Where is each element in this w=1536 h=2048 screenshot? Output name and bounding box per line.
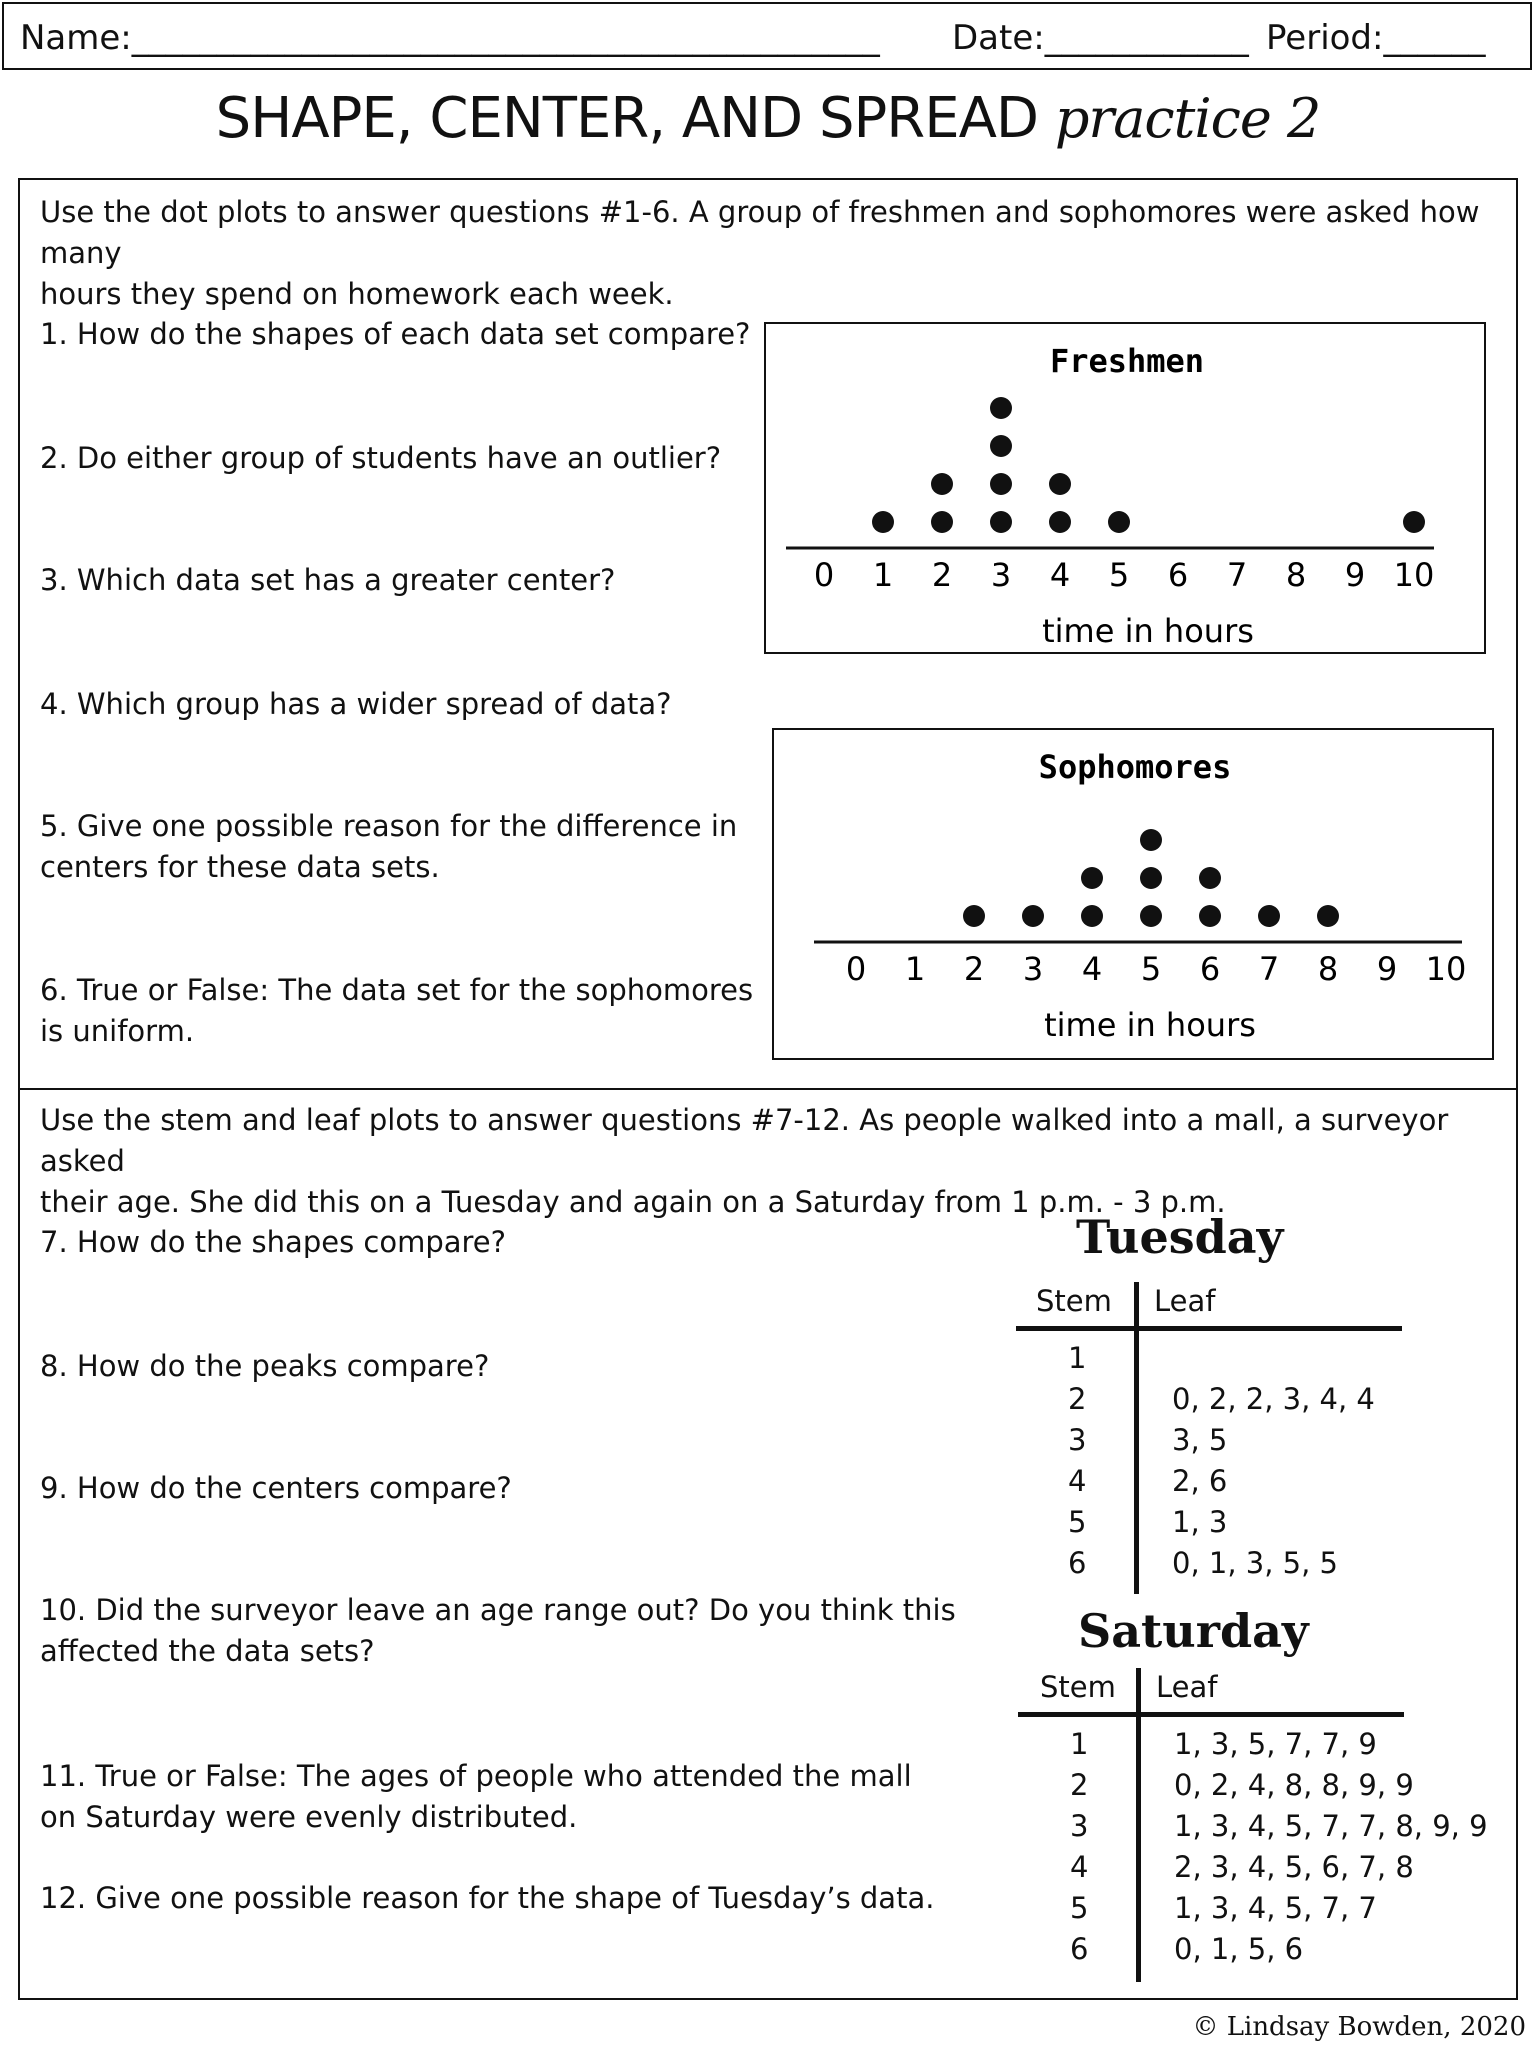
- sophomores-tick-label: 9: [1376, 950, 1398, 988]
- sophomores-xlabel: time in hours: [1044, 1006, 1256, 1044]
- question-10-line1: 10. Did the surveyor leave an age range out? Do you think this: [40, 1593, 956, 1627]
- sophomores-tick-label: 7: [1258, 950, 1280, 988]
- sophomores-tick-label: 2: [963, 950, 985, 988]
- question-5: [40, 806, 737, 888]
- question-8: 8. How do the peaks compare?: [40, 1349, 490, 1383]
- sophomores-dot-plot: [772, 728, 1494, 1060]
- sophomores-dot: [1140, 905, 1162, 927]
- question-6-line1: 6. True or False: The data set for the sophomores: [40, 973, 754, 1007]
- question-7: 7. How do the shapes compare?: [40, 1225, 507, 1259]
- freshmen-tick-label: 2: [931, 556, 953, 594]
- sophomores-dot: [1140, 867, 1162, 889]
- sophomores-dot: [963, 905, 985, 927]
- tuesday-leaves: 0, 1, 3, 5, 5: [1172, 1546, 1338, 1580]
- saturday-leaves: 1, 3, 4, 5, 7, 7: [1174, 1891, 1377, 1925]
- freshmen-plot-svg: [766, 324, 1488, 656]
- tuesday-stem-header: Stem: [1036, 1284, 1112, 1318]
- question-1: 1. How do the shapes of each data set compare?: [40, 317, 751, 351]
- freshmen-tick-label: 8: [1285, 556, 1307, 594]
- sophomores-tick-label: 0: [845, 950, 867, 988]
- saturday-stem: 5: [1070, 1891, 1089, 1925]
- freshmen-tick-label: 0: [813, 556, 835, 594]
- question-11: [40, 1756, 912, 1838]
- date-field[interactable]: Date:____________: [952, 18, 1249, 58]
- saturday-stem: 2: [1070, 1768, 1089, 1802]
- freshmen-tick-label: 9: [1344, 556, 1366, 594]
- sophomores-dot: [1258, 905, 1280, 927]
- sophomores-tick-label: 1: [904, 950, 926, 988]
- freshmen-tick-label: 3: [990, 556, 1012, 594]
- tuesday-leaves: 2, 6: [1172, 1464, 1228, 1498]
- section2-intro-line2: their age. She did this on a Tuesday and again on a Saturday from 1 p.m. - 3 p.m.: [40, 1185, 1226, 1219]
- tuesday-stem: 1: [1068, 1341, 1087, 1375]
- question-3: 3. Which data set has a greater center?: [40, 563, 616, 597]
- saturday-leaves: 1, 3, 5, 7, 7, 9: [1174, 1727, 1377, 1761]
- saturday-leaves: 0, 1, 5, 6: [1174, 1932, 1304, 1966]
- header-bar: [2, 2, 1532, 70]
- tuesday-divider: [1134, 1282, 1139, 1594]
- period-field[interactable]: Period:______: [1266, 18, 1486, 58]
- sophomores-tick-label: 10: [1425, 950, 1467, 988]
- section2-intro-line1: Use the stem and leaf plots to answer questions #7-12. As people walked into a mall, a surveyor asked: [40, 1103, 1449, 1178]
- freshmen-dot: [990, 511, 1012, 533]
- tuesday-stem: 2: [1068, 1382, 1087, 1416]
- saturday-title: Saturday: [1078, 1604, 1309, 1658]
- freshmen-tick-label: 1: [872, 556, 894, 594]
- saturday-stem: 6: [1070, 1932, 1089, 1966]
- freshmen-dot: [990, 397, 1012, 419]
- question-6: [40, 970, 753, 1052]
- tuesday-leaves: 0, 2, 2, 3, 4, 4: [1172, 1382, 1375, 1416]
- question-2: 2. Do either group of students have an outlier?: [40, 441, 722, 475]
- question-6-line2: is uniform.: [40, 1014, 195, 1048]
- freshmen-dot-plot: [764, 322, 1486, 654]
- tuesday-title: Tuesday: [1076, 1210, 1284, 1264]
- question-10-line2: affected the data sets?: [40, 1634, 375, 1668]
- freshmen-dot: [931, 511, 953, 533]
- question-5-line2: centers for these data sets.: [40, 850, 440, 884]
- sophomores-tick-label: 8: [1317, 950, 1339, 988]
- page-title: [0, 86, 1536, 151]
- question-4: 4. Which group has a wider spread of data?: [40, 687, 672, 721]
- freshmen-dot: [1049, 511, 1071, 533]
- sophomores-tick-label: 4: [1081, 950, 1103, 988]
- freshmen-dot: [1108, 511, 1130, 533]
- saturday-leaf-header: Leaf: [1156, 1670, 1218, 1704]
- saturday-stem-header: Stem: [1040, 1670, 1116, 1704]
- tuesday-leaves: 3, 5: [1172, 1423, 1228, 1457]
- section1-intro: [40, 192, 1536, 315]
- freshmen-tick-label: 7: [1226, 556, 1248, 594]
- title-main: SHAPE, CENTER, AND SPREAD: [215, 86, 1039, 151]
- section1-intro-line2: hours they spend on homework each week.: [40, 277, 674, 311]
- sophomores-dot: [1199, 905, 1221, 927]
- saturday-divider: [1136, 1668, 1141, 1982]
- sophomores-dot: [1140, 829, 1162, 851]
- freshmen-dot: [872, 511, 894, 533]
- saturday-leaves: 2, 3, 4, 5, 6, 7, 8: [1174, 1850, 1414, 1884]
- tuesday-leaves: 1, 3: [1172, 1505, 1228, 1539]
- question-5-line1: 5. Give one possible reason for the difference in: [40, 809, 738, 843]
- question-9: 9. How do the centers compare?: [40, 1471, 512, 1505]
- saturday-leaves: 1, 3, 4, 5, 7, 7, 8, 9, 9: [1174, 1809, 1488, 1843]
- name-field[interactable]: Name:____________________________________________: [20, 18, 880, 58]
- sophomores-dot: [1199, 867, 1221, 889]
- saturday-header-rule: [1018, 1712, 1404, 1717]
- freshmen-tick-label: 6: [1167, 556, 1189, 594]
- sophomores-title: Sophomores: [1038, 748, 1232, 786]
- question-10: [40, 1590, 956, 1672]
- freshmen-dot: [990, 473, 1012, 495]
- sophomores-tick-label: 5: [1140, 950, 1162, 988]
- title-script: practice 2: [1054, 87, 1321, 150]
- question-11-line1: 11. True or False: The ages of people who attended the mall: [40, 1759, 912, 1793]
- tuesday-stem: 3: [1068, 1423, 1087, 1457]
- tuesday-leaf-header: Leaf: [1154, 1284, 1216, 1318]
- saturday-stem: 3: [1070, 1809, 1089, 1843]
- sophomores-dot: [1022, 905, 1044, 927]
- freshmen-dot: [1049, 473, 1071, 495]
- freshmen-dot: [990, 435, 1012, 457]
- sophomores-dot: [1317, 905, 1339, 927]
- tuesday-header-rule: [1016, 1326, 1402, 1331]
- sophomores-tick-label: 6: [1199, 950, 1221, 988]
- freshmen-title: Freshmen: [1049, 342, 1205, 380]
- section2-intro: [40, 1100, 1536, 1223]
- sophomores-dot: [1081, 905, 1103, 927]
- freshmen-tick-label: 4: [1049, 556, 1071, 594]
- tuesday-stem: 5: [1068, 1505, 1087, 1539]
- freshmen-dot: [931, 473, 953, 495]
- freshmen-dot: [1403, 511, 1425, 533]
- question-12: 12. Give one possible reason for the shape of Tuesday’s data.: [40, 1881, 935, 1915]
- sophomores-dot: [1081, 867, 1103, 889]
- section1-intro-line1: Use the dot plots to answer questions #1-6. A group of freshmen and sophomores were asked how many: [40, 195, 1480, 270]
- tuesday-stem: 6: [1068, 1546, 1087, 1580]
- saturday-leaves: 0, 2, 4, 8, 8, 9, 9: [1174, 1768, 1414, 1802]
- saturday-stem: 1: [1070, 1727, 1089, 1761]
- freshmen-xlabel: time in hours: [1042, 612, 1254, 650]
- sophomores-tick-label: 3: [1022, 950, 1044, 988]
- freshmen-tick-label: 10: [1393, 556, 1435, 594]
- freshmen-tick-label: 5: [1108, 556, 1130, 594]
- copyright: © Lindsay Bowden, 2020: [1192, 2012, 1526, 2042]
- tuesday-stem: 4: [1068, 1464, 1087, 1498]
- question-11-line2: on Saturday were evenly distributed.: [40, 1800, 578, 1834]
- saturday-stem: 4: [1070, 1850, 1089, 1884]
- sophomores-plot-svg: [774, 730, 1496, 1062]
